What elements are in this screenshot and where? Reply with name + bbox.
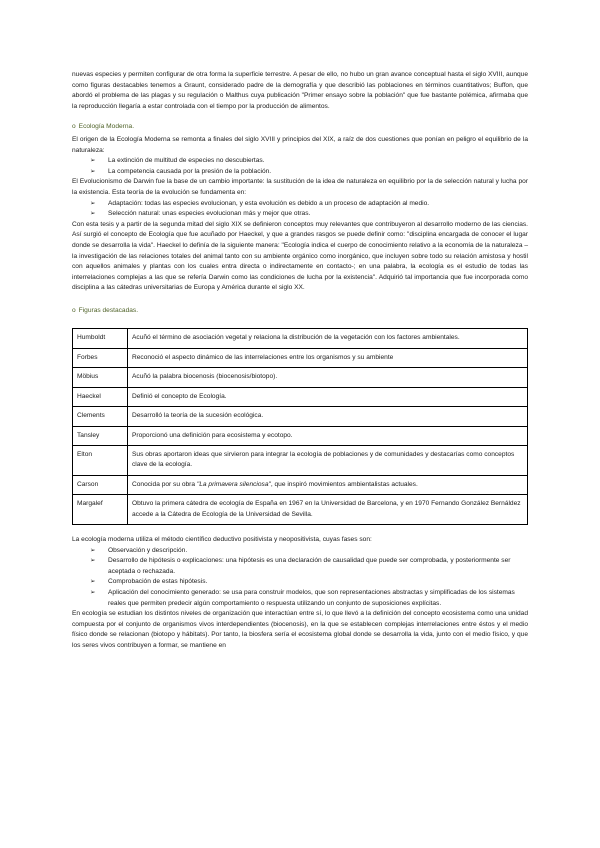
figure-description: Acuñó la palabra biocenosis (biocenosis/biotopo). xyxy=(128,368,528,387)
figure-description: Acuñó el término de asociación vegetal y relaciona la distribución de la vegetación con los factores ambientales. xyxy=(128,329,528,348)
list-item: ➢ Desarrollo de hipótesis o explicaciones: una hipótesis es una declaración de causalidad que puede ser comprobada, y posteriormente ser aceptada o rechazada. xyxy=(90,557,511,575)
arrow-bullet-icon: ➢ xyxy=(90,557,96,565)
figure-description: Proporcionó una definición para ecosistema y ecotopo. xyxy=(128,426,528,445)
figure-name: Margalef xyxy=(73,495,128,525)
table-row xyxy=(73,495,528,525)
table-row xyxy=(73,445,528,475)
section-heading-modern-ecology xyxy=(72,122,528,133)
figure-name: Carson xyxy=(73,475,128,494)
table-row xyxy=(73,348,528,367)
figure-description: Desarrolló la teoría de la sucesión ecológica. xyxy=(128,407,528,426)
figures-table xyxy=(72,328,528,524)
paragraph-ecosystem: En ecología se estudian los distintos niveles de organización que interactúan entre sí, lo que llevó a la definición del concepto ecosistema como una unidad compuesta por el conjunto de organismos vivos interdependientes (biocenosis), en la que se establecen complejas interrelaciones entre éstos y el medio físico donde se relacionan (biotopo y hábitats). Por tanto, la biosfera sería el ecosistema global donde se desarrolla la vida, junto con el medio físico, y que los seres vivos contribuyen a formar, se mantiene en xyxy=(72,610,528,649)
table-row xyxy=(73,426,528,445)
table-row xyxy=(73,387,528,406)
paragraph-origin: El origen de la Ecología Moderna se remonta a finales del siglo XVIII y principios del XIX, a raíz de dos cuestiones que ponían en peligro el equilibrio de la naturaleza: xyxy=(72,135,528,154)
figure-description: Sus obras aportaron ideas que sirvieron para integrar la ecología de poblaciones y de comunidades y destacarías como conceptos clave de la ecología. xyxy=(128,445,528,475)
list-item: ➢ Selección natural: unas especies evolucionan más y mejor que otras. xyxy=(90,209,528,220)
arrow-bullet-icon: ➢ xyxy=(90,199,96,207)
arrow-bullet-icon: ➢ xyxy=(90,210,96,218)
table-row xyxy=(73,407,528,426)
figure-name: Tansley xyxy=(73,426,128,445)
arrow-bullet-icon: ➢ xyxy=(90,578,96,586)
list-method-phases xyxy=(72,546,528,610)
figure-name: Elton xyxy=(73,445,128,475)
list-item: ➢ Adaptación: todas las especies evolucionan, y esta evolución es debido a un proceso de adaptación al medio. xyxy=(90,199,528,210)
list-item: ➢ Observación y descripción. xyxy=(90,546,528,557)
list-item: ➢ La extinción de multitud de especies no descubiertas. xyxy=(90,156,528,167)
page-content xyxy=(72,70,528,651)
list-evolution xyxy=(72,199,528,220)
bullet-marker: o xyxy=(72,123,76,131)
list-item: ➢ La competencia causada por la presión de la población. xyxy=(90,167,528,178)
book-title: "La primavera silenciosa" xyxy=(196,480,271,488)
figure-description: Definió el concepto de Ecología. xyxy=(128,387,528,406)
list-item: ➢ Comprobación de estas hipótesis. xyxy=(90,577,528,588)
bullet-marker: o xyxy=(72,306,76,314)
heading-text: Ecología Moderna. xyxy=(78,123,135,131)
paragraph-darwin: El Evolucionismo de Darwin fue la base de un cambio importante: la sustitución de la idea de naturaleza en equilibrio por la de selección natural y lucha por la existencia. Esta teoría de la evolución se fundamenta en: xyxy=(72,178,528,196)
table-row xyxy=(73,368,528,387)
figure-description: Reconoció el aspecto dinámico de las interrelaciones entre los organismos y su ambiente xyxy=(128,348,528,367)
section-heading-figures xyxy=(72,306,528,317)
figure-description: Conocida por su obra "La primavera silenciosa", que inspiró movimientos ambientalistas actuales. xyxy=(128,475,528,494)
list-item: ➢ Aplicación del conocimiento generado: se usa para construir modelos, que son representaciones abstractas y simplificadas de los sistemas reales que permiten predecir algún comportamiento o respuesta utilizando un conjunto de suposiciones explícitas. xyxy=(90,588,515,607)
list-threats xyxy=(72,156,528,177)
figure-name: Humboldt xyxy=(73,329,128,348)
intro-paragraph: nuevas especies y permiten configurar de otra forma la superficie terrestre. A pesar de ello, no hubo un gran avance conceptual hasta el siglo XVIII, aunque como figuras destacables tenemos a Graunt, considerado padre de la demografía y que describió las poblaciones en términos cuantitativos; Buffon, que abordó el problema de las plagas y su regulación o Malthus cuya publicación "Primer ensayo sobre la población" que fue bastante polémica, afirmaba que la reproducción llegaría a estar controlada con el tiempo por la producción de alimentos. xyxy=(72,71,528,110)
paragraph-haeckel: Con esta tesis y a partir de la segunda mitad del siglo XIX se definieron conceptos muy relevantes que contribuyeron al desarrollo moderno de las ciencias. Así surgió el concepto de Ecología que fue acuñado por Haeckel, y que a grandes rasgos se puede definir como: "disciplina encargada de conocer el lugar donde se desarrolla la vida". Haeckel lo definía de la siguiente manera: "Ecología indica el cuerpo de conocimiento relativo a la economía de la naturaleza – la investigación de las relaciones totales del animal tanto con su ambiente orgánico como inorgánico, que incluyen sobre todo su relación amistosa y hostil con aquellos animales y plantas con los cuales entra directa o indirectamente en contacto-; en una palabra, la ecología es el estudio de todas las interrelaciones complejas a las que se refería Darwin como las condiciones de lucha por la existencia". Adquirió tal importancia que fue incorporada como disciplina a las cátedras universitarias de Europa y América durante el siglo XX. xyxy=(72,220,528,292)
figure-name: Möbius xyxy=(73,368,128,387)
arrow-bullet-icon: ➢ xyxy=(90,588,96,596)
figure-name: Clements xyxy=(73,407,128,426)
table-row xyxy=(73,475,528,494)
figure-name: Haeckel xyxy=(73,387,128,406)
heading-text: Figuras destacadas. xyxy=(78,306,139,314)
figure-description: Obtuvo la primera cátedra de ecología de España en 1967 en la Universidad de Barcelona, y en 1970 Fernando González Bernáldez accede a la Cátedra de Ecología de la Universidad de Sevilla. xyxy=(128,495,528,525)
paragraph-method: La ecología moderna utiliza el método científico deductivo positivista y neopositivista, cuyas fases son: xyxy=(72,535,372,543)
arrow-bullet-icon: ➢ xyxy=(90,167,96,175)
table-row xyxy=(73,329,528,348)
figure-name: Forbes xyxy=(73,348,128,367)
arrow-bullet-icon: ➢ xyxy=(90,546,96,554)
arrow-bullet-icon: ➢ xyxy=(90,157,96,165)
